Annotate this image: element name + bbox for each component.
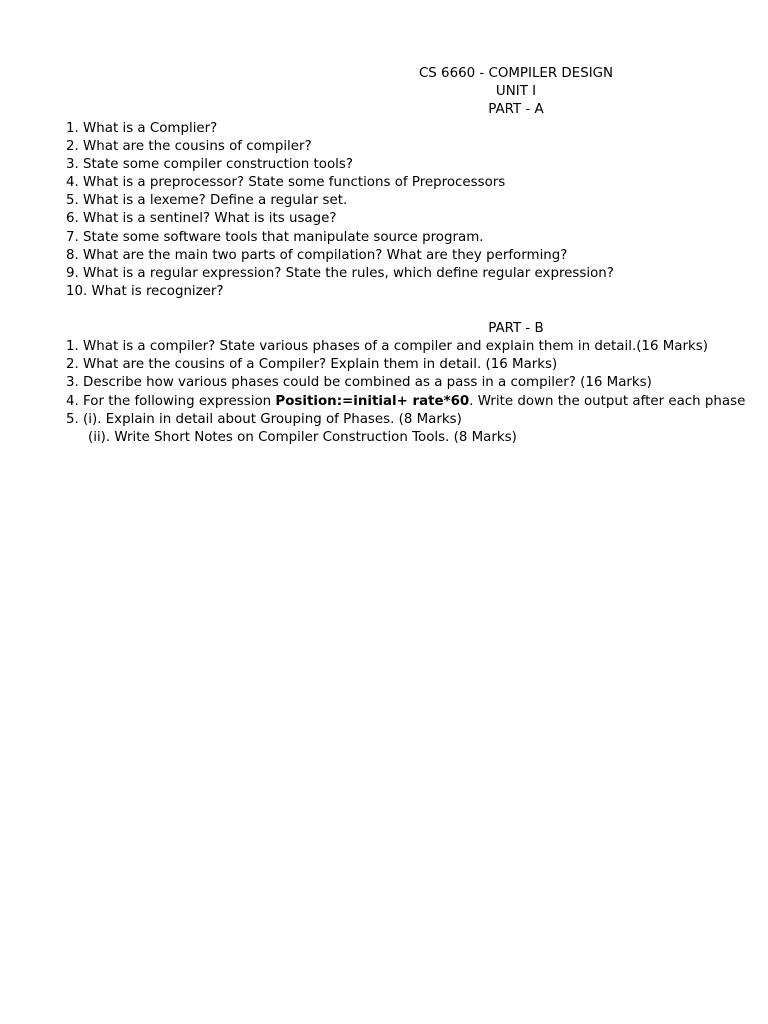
part-b-question-5-i: 5. (i). Explain in detail about Grouping of Phases. (8 Marks) [66,412,462,427]
document-title: CS 6660 - COMPILER DESIGN [418,66,614,81]
part-a-question-1: 1. What is a Complier? [66,121,218,136]
part-a-question-3: 3. State some compiler construction tools? [66,157,353,172]
unit-heading: UNIT I [495,84,537,99]
part-b-question-3: 3. Describe how various phases could be combined as a pass in a compiler? (16 Marks) [66,375,652,390]
question-4-suffix: . Write down the output after each phase [469,394,746,409]
part-b-question-5-ii: (ii). Write Short Notes on Compiler Construction Tools. (8 Marks) [88,430,517,445]
part-b-question-2: 2. What are the cousins of a Compiler? Explain them in detail. (16 Marks) [66,357,558,372]
question-4-expression: Position:=initial+ rate*60 [275,394,470,409]
part-a-question-2: 2. What are the cousins of compiler? [66,139,312,154]
part-a-question-7: 7. State some software tools that manipulate source program. [66,230,484,245]
part-a-heading: PART - A [488,102,544,117]
part-b-question-4 [66,393,745,411]
part-b-heading: PART - B [488,321,544,336]
part-a-question-8: 8. What are the main two parts of compilation? What are they performing? [66,248,568,263]
part-a-question-9: 9. What is a regular expression? State the rules, which define regular expression? [66,266,614,281]
part-a-question-5: 5. What is a lexeme? Define a regular set. [66,193,348,208]
part-a-question-10: 10. What is recognizer? [66,284,224,299]
part-a-question-6: 6. What is a sentinel? What is its usage? [66,211,337,226]
part-a-question-4: 4. What is a preprocessor? State some functions of Preprocessors [66,175,506,190]
question-4-prefix: 4. For the following expression [66,394,276,409]
part-b-question-1: 1. What is a compiler? State various phases of a compiler and explain them in detail.(16 Marks) [66,339,708,354]
